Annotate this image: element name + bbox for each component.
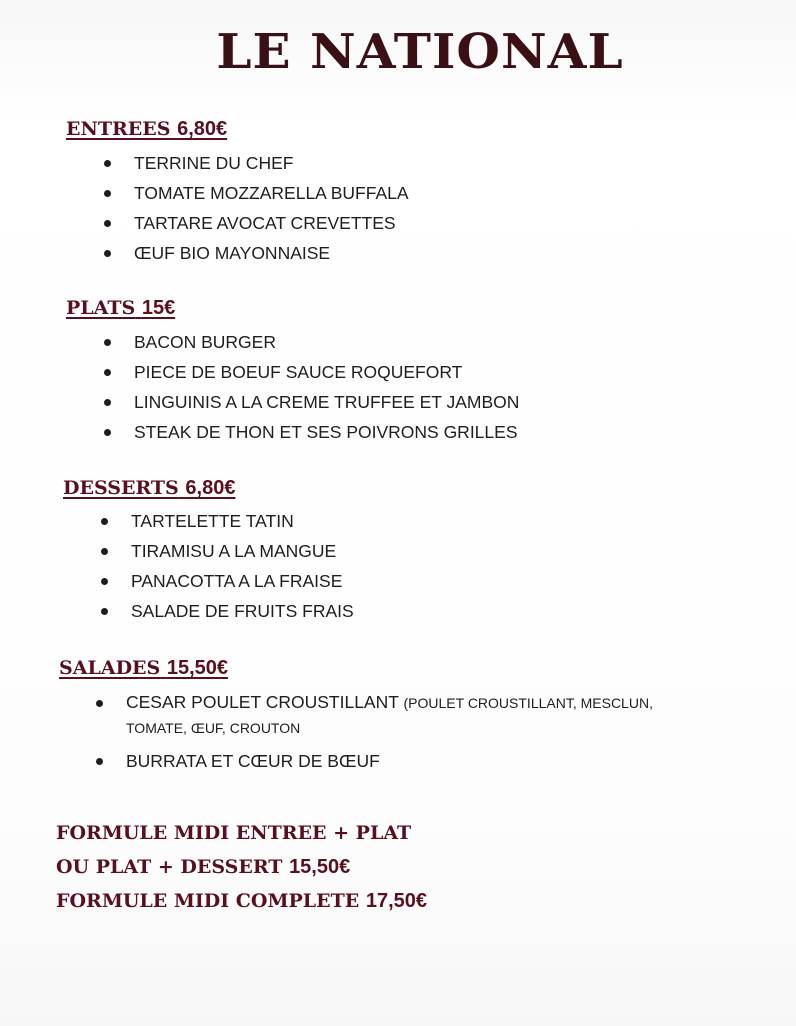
section-title-plats [66, 297, 175, 320]
bullet-icon [96, 758, 103, 765]
bullet-icon [104, 220, 111, 227]
list-item [102, 178, 409, 208]
bullet-icon [101, 608, 108, 615]
item-label: PIECE DE BOEUF SAUCE ROQUEFORT [134, 362, 463, 382]
item-label: SALADE DE FRUITS FRAIS [131, 601, 354, 621]
bullet-icon [101, 578, 108, 585]
item-label: TERRINE DU CHEF [134, 153, 294, 173]
desserts-list [99, 506, 354, 626]
item-label: STEAK DE THON ET SES POIVRONS GRILLES [134, 422, 518, 442]
bullet-icon [104, 369, 111, 376]
item-detail-continued: TOMATE, ŒUF, CROUTON [126, 720, 301, 736]
list-item [102, 327, 519, 357]
list-item [99, 566, 354, 596]
item-label: TARTARE AVOCAT CREVETTES [134, 213, 396, 233]
list-item [99, 536, 354, 566]
section-price: 15€ [141, 297, 176, 319]
section-title-salades [59, 657, 228, 680]
section-name: PLATS [66, 297, 136, 319]
list-item [102, 238, 409, 268]
list-item [102, 148, 409, 178]
formule-line-3 [56, 884, 427, 918]
section-name: DESSERTS [63, 477, 179, 499]
section-title-desserts [63, 477, 235, 500]
list-item [94, 746, 653, 776]
list-item [102, 387, 519, 417]
salades-list [94, 688, 653, 776]
restaurant-title: LE NATIONAL [216, 23, 624, 80]
bullet-icon [104, 429, 111, 436]
bullet-icon [104, 190, 111, 197]
item-label: TIRAMISU A LA MANGUE [131, 541, 337, 561]
item-label: BURRATA ET CŒUR DE BŒUF [126, 751, 380, 771]
formule-text: FORMULE MIDI COMPLETE [56, 890, 360, 912]
bullet-icon [104, 339, 111, 346]
list-item [99, 506, 354, 536]
item-label: ŒUF BIO MAYONNAISE [134, 243, 331, 263]
section-price: 6,80€ [185, 477, 236, 499]
item-label: TARTELETTE TATIN [131, 511, 294, 531]
item-label: TOMATE MOZZARELLA BUFFALA [134, 183, 409, 203]
item-label: PANACOTTA A LA FRAISE [131, 571, 343, 591]
item-detail: (POULET CROUSTILLANT, MESCLUN, [403, 695, 653, 711]
plats-list [102, 327, 519, 447]
bullet-icon [96, 700, 103, 707]
bullet-icon [101, 548, 108, 555]
bullet-icon [101, 518, 108, 525]
list-item [102, 357, 519, 387]
bullet-icon [104, 250, 111, 257]
item-label: CESAR POULET CROUSTILLANT [126, 692, 399, 712]
item-label: BACON BURGER [134, 332, 276, 352]
formule-line-2 [56, 850, 350, 884]
list-item [94, 688, 653, 746]
list-item [99, 596, 354, 626]
item-label: LINGUINIS A LA CREME TRUFFEE ET JAMBON [134, 392, 520, 412]
bullet-icon [104, 160, 111, 167]
formule-line-1: FORMULE MIDI ENTREE + PLAT [56, 822, 412, 844]
section-name: SALADES [59, 657, 161, 679]
list-item [102, 208, 409, 238]
section-title-entrees [66, 118, 227, 141]
section-price: 15,50€ [166, 657, 229, 679]
formule-price: 15,50€ [289, 856, 351, 878]
entrees-list [102, 148, 409, 268]
section-price: 6,80€ [177, 118, 228, 140]
section-name: ENTREES [66, 118, 171, 140]
formule-price: 17,50€ [365, 890, 428, 912]
list-item [102, 417, 519, 447]
bullet-icon [104, 399, 111, 406]
formule-text: OU PLAT + DESSERT [56, 856, 283, 878]
